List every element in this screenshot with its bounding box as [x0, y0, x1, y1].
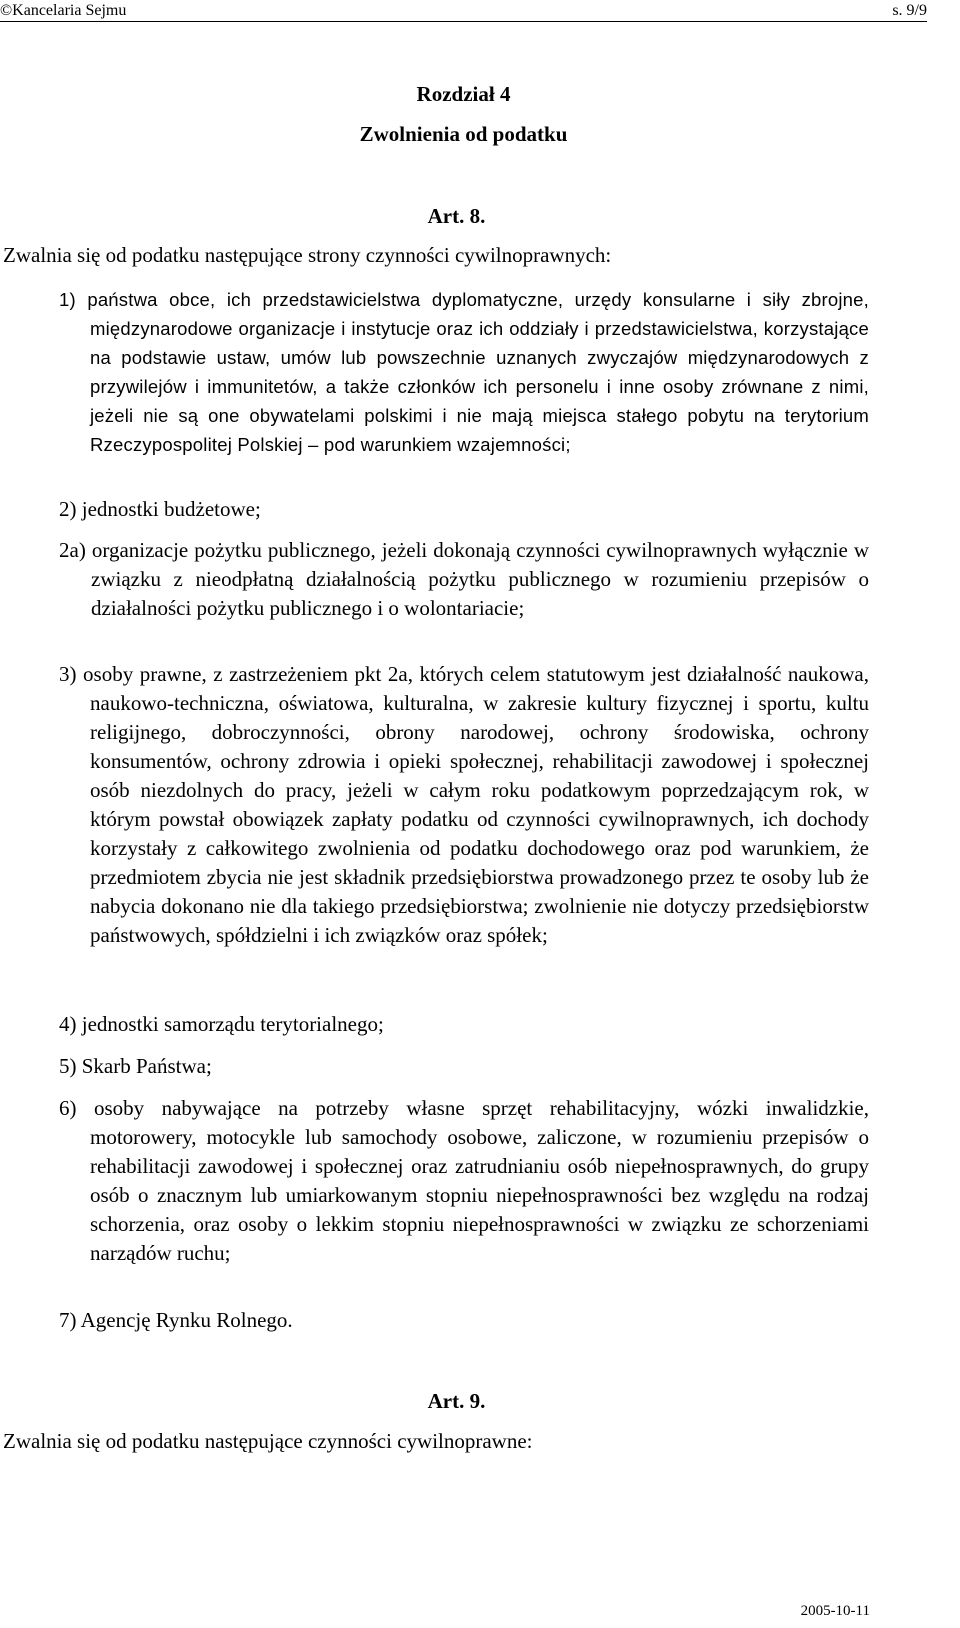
list-item-number: 3) — [59, 662, 77, 686]
list-item-text: osoby nabywające na potrzeby własne sprzęt rehabilitacyjny, wózki inwalidzkie, motorowery, motocykle lub samochody osobowe, zaliczone, w rozumieniu przepisów o rehabilitacji zawodowej i społecznej oraz zatrudnianiu osób niepełnosprawnych, do grupy osób o znacznym lub umiarkowanym stopniu niepełnosprawności bez względu na rodzaj schorzenia, oraz osoby o lekkim stopniu niepełnosprawności w związku ze schorzeniami narządów ruchu; — [90, 1096, 870, 1265]
art9-heading: Art. 9. — [427, 1389, 486, 1413]
header-rule — [0, 21, 927, 22]
list-item-number: 5) — [59, 1054, 77, 1078]
list-item-2a — [59, 536, 869, 623]
header-source: ©Kancelaria Sejmu — [0, 2, 127, 19]
chapter-subtitle: Zwolnienia od podatku — [359, 122, 568, 146]
header-page-number: s. 9/9 — [892, 2, 927, 19]
list-item-4 — [59, 1010, 869, 1039]
list-item-2 — [59, 495, 869, 524]
art9-intro: Zwalnia się od podatku następujące czynności cywilnoprawne: — [3, 1429, 533, 1453]
list-item-text: Skarb Państwa; — [81, 1054, 212, 1078]
list-item-text: jednostki samorządu terytorialnego; — [81, 1012, 384, 1036]
art8-intro: Zwalnia się od podatku następujące strony czynności cywilnoprawnych: — [3, 243, 612, 267]
list-item-number: 6) — [59, 1096, 77, 1120]
list-item-number: 2) — [59, 497, 77, 521]
list-item-3 — [59, 660, 869, 950]
list-item-1 — [59, 285, 869, 459]
list-item-text: organizacje pożytku publicznego, jeżeli dokonają czynności cywilnoprawnych wyłącznie w związku z nieodpłatną działalnością pożytku publicznego w rozumieniu przepisów o działalności pożytku publicznego i o wolontariacie; — [91, 538, 870, 620]
art8-heading: Art. 8. — [427, 204, 486, 228]
list-item-number: 7) — [59, 1308, 77, 1332]
list-item-text: jednostki budżetowe; — [81, 497, 261, 521]
footer-date: 2005-10-11 — [800, 1603, 870, 1619]
list-item-number: 1) — [59, 289, 76, 310]
list-item-text: państwa obce, ich przedstawicielstwa dyplomatyczne, urzędy konsularne i siły zbrojne, międzynarodowe organizacje i instytucje oraz ich oddziały i przedstawicielstwa, korzystające na podstawie ustaw, umów lub powszechnie uznanych zwyczajów międzynarodowych z przywilejów i immunitetów, a także członków ich personelu i inne osoby zrównane z nimi, jeżeli nie są one obywatelami polskimi i nie mają miejsca stałego pobytu na terytorium Rzeczypospolitej Polskiej – pod warunkiem wzajemności; — [87, 289, 869, 455]
list-item-5 — [59, 1052, 869, 1081]
list-item-text: Agencję Rynku Rolnego. — [80, 1308, 293, 1332]
chapter-title: Rozdział 4 — [416, 82, 511, 106]
list-item-number: 2a) — [59, 538, 86, 562]
list-item-6 — [59, 1094, 869, 1268]
list-item-7 — [59, 1306, 869, 1335]
list-item-number: 4) — [59, 1012, 77, 1036]
list-item-text: osoby prawne, z zastrzeżeniem pkt 2a, których celem statutowym jest działalność naukowa, naukowo-techniczna, oświatowa, kulturalna, w zakresie kultury fizycznej i sportu, kultu religijnego, dobroczynności, obrony narodowej, ochrony środowiska, ochrony konsumentów, ochrony zdrowia i opieki społecznej, rehabilitacji zawodowej i społecznej osób niezdolnych do pracy, jeżeli w całym roku podatkowym poprzedzającym rok, w którym powstał obowiązek zapłaty podatku od czynności cywilnoprawnych, ich dochody korzystały z całkowitego zwolnienia od podatku dochodowego oraz pod warunkiem, że przedmiotem zbycia nie jest składnik przedsiębiorstwa prowadzonego przez te osoby lub że nabycia dokonano nie dla takiego przedsiębiorstwa; zwolnienie nie dotyczy przedsiębiorstw państwowych, spółdzielni i ich związków oraz spółek; — [83, 662, 869, 947]
page-header — [0, 0, 927, 22]
